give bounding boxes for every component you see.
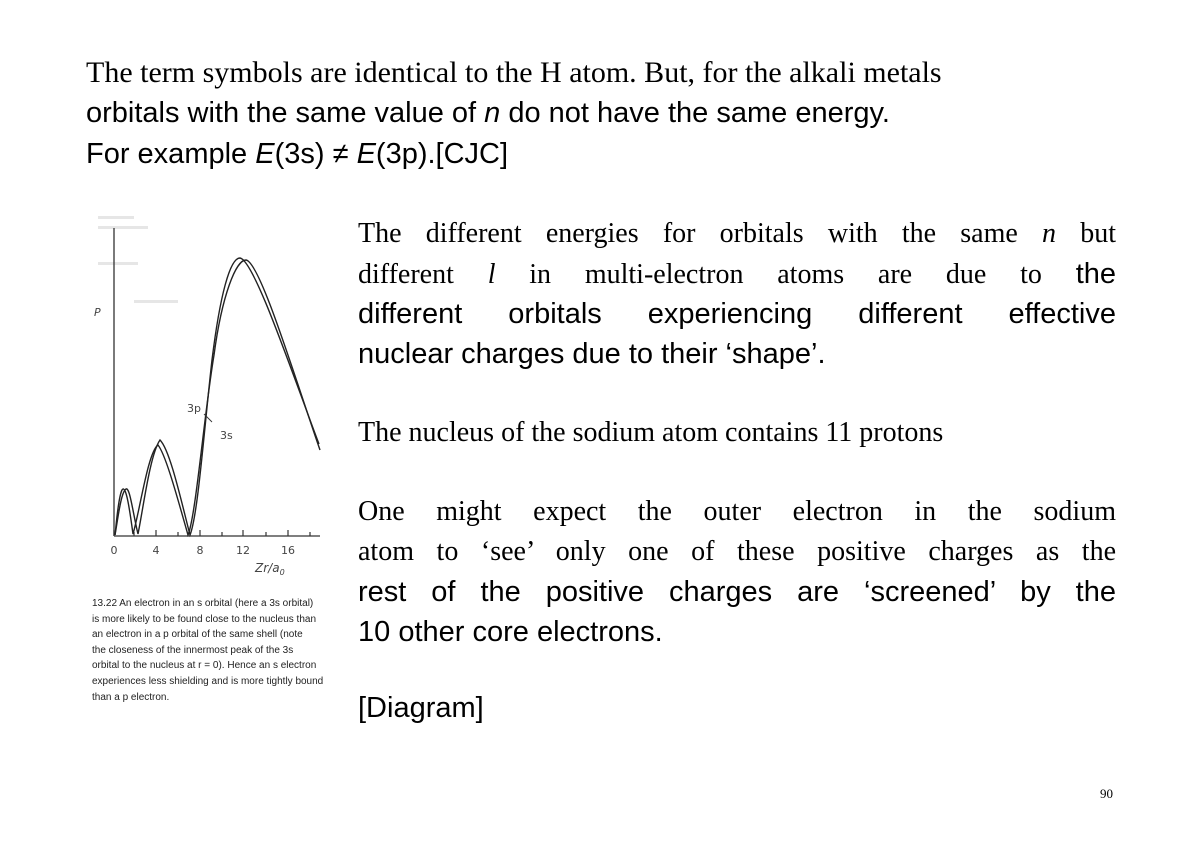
caption-line-7: than a p electron.: [92, 691, 170, 703]
heading-line-2-pre: orbitals with the same value of: [86, 97, 485, 129]
paragraph-1-line-2: [358, 254, 1116, 294]
x-axis-tick-marks: [114, 530, 310, 536]
x-tick-4: 4: [152, 544, 160, 557]
heading-line-2-post: do not have the same energy.: [500, 97, 890, 129]
caption-line-5: orbital to the nucleus at r = 0). Hence an s electron: [92, 660, 317, 672]
caption-line-2: is more likely to be found close to the nucleus than: [92, 613, 317, 625]
caption-line-1: 13.22 An electron in an s orbital (here a 3s orbital): [92, 598, 314, 609]
x-tick-16: 16: [281, 544, 295, 557]
heading-line-3: [86, 138, 508, 171]
heading-line-1: The term symbols are identical to the H atom. But, for the alkali metals: [86, 56, 942, 89]
p1-l2-sans: the: [1075, 258, 1117, 290]
heading-line-3-pre: For example: [86, 138, 256, 170]
p1-l2-pre: different: [358, 259, 488, 290]
p1-l2-serif: in multi-electron atoms are due to: [495, 259, 1076, 290]
paragraph-3-line-1: One might expect the outer electron in the sodium: [358, 496, 1116, 527]
x-tick-12: 12: [236, 544, 250, 557]
caption-line-3: an electron in a p orbital of the same shell (note: [92, 629, 303, 641]
x-tick-0: 0: [110, 544, 118, 557]
page-number: 90: [1100, 786, 1113, 801]
x-axis-label-main: Zr/a: [255, 561, 280, 575]
heading-line-3-mid: (3s) ≠: [274, 138, 357, 170]
x-tick-8: 8: [196, 544, 204, 557]
p1-variable-n: n: [1042, 218, 1057, 249]
curve-3p: [115, 258, 319, 535]
paragraph-1-line-3: different orbitals experiencing different effective: [358, 298, 1116, 330]
x-axis-tick-labels: [111, 544, 296, 557]
faint-background-marks: [98, 216, 178, 303]
p1-l1-post: but: [1056, 218, 1117, 249]
paragraph-1-line-4: nuclear charges due to their ‘shape’.: [358, 338, 826, 370]
caption-line-4: the closeness of the innermost peak of the 3s: [92, 644, 294, 656]
energy-symbol-1: E: [255, 138, 275, 170]
paragraph-sodium-protons: [358, 413, 1116, 453]
heading-line-2: [86, 97, 890, 130]
paragraph-effective-charge: [358, 214, 1116, 374]
diagram-placeholder-label: [Diagram]: [358, 692, 484, 724]
heading-line-3-post: (3p).[CJC]: [375, 138, 509, 170]
paragraph-screening: [358, 492, 1116, 652]
curve-label-3p: 3p: [187, 402, 201, 415]
caption-line-6: experiences less shielding and is more tightly bound: [92, 675, 324, 687]
p1-l1-pre: The different energies for orbitals with the same: [358, 218, 1043, 249]
variable-n: n: [484, 97, 501, 129]
figure-caption: [92, 596, 348, 705]
radial-probability-figure: [86, 200, 352, 590]
x-axis-label: [254, 561, 285, 577]
x-axis-label-subscript: 0: [279, 568, 285, 577]
paragraph-3-line-3: rest of the positive charges are ‘screened’ by the: [358, 576, 1116, 608]
paragraph-3-line-2: atom to ‘see’ only one of these positive charges as the: [358, 536, 1116, 567]
p1-variable-l: l: [487, 259, 496, 290]
paragraph-2-line-1: The nucleus of the sodium atom contains 11 protons: [358, 417, 944, 448]
paragraph-3-line-4: 10 other core electrons.: [358, 616, 663, 648]
paragraph-1-line-1: [358, 214, 1116, 254]
curve-label-3s: 3s: [220, 429, 233, 442]
y-axis-label: P: [94, 306, 101, 319]
energy-symbol-2: E: [356, 138, 376, 170]
